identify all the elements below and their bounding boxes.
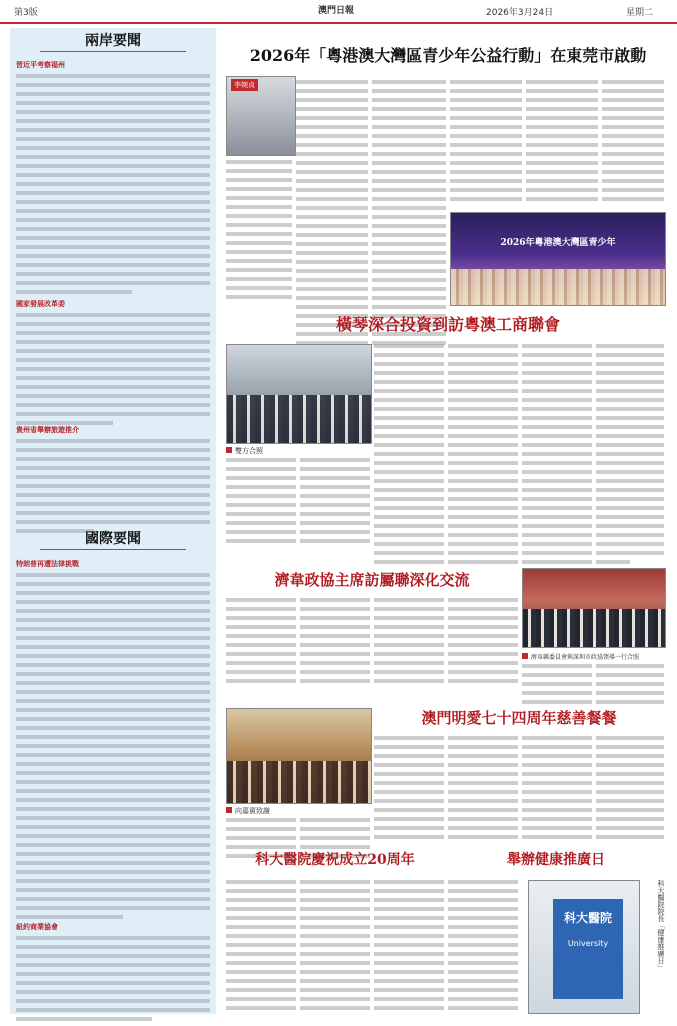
sign-text-cn: 科大醫院: [563, 911, 612, 925]
article-text: [526, 80, 598, 206]
photo-caption: 科大醫院院長「健康推廣日」: [657, 880, 665, 971]
people-row: [227, 395, 371, 443]
group-photo: [226, 344, 372, 444]
photo-caption: 向嘉賓致謝: [226, 806, 270, 816]
article-text: [16, 936, 210, 1026]
article-text: [300, 458, 370, 548]
publication-logo: 澳門日報: [318, 6, 355, 16]
sidebar-headline[interactable]: 特朗普再遭法律挑戰: [16, 560, 79, 568]
group-photo: [522, 568, 666, 648]
article-text: [596, 736, 664, 844]
sidebar-news: [10, 28, 216, 1014]
lead-headline[interactable]: 2026年「粵港澳大灣區青少年公益行動」在東莞市啟動: [249, 46, 647, 65]
article-text: [596, 344, 664, 569]
page-header: [0, 0, 677, 24]
issue-date: 2026年3月24日: [486, 8, 554, 18]
article-text: [300, 880, 370, 1015]
photo-caption: 濟韋縣委員會與深圳市政協領導一行合照: [522, 652, 664, 661]
event-stage-photo: [450, 212, 666, 306]
article-text: [16, 74, 210, 299]
article-text: [296, 80, 368, 350]
story-headline[interactable]: 濟韋政協主席訪屬聯深化交流: [274, 571, 470, 589]
article-text: [448, 880, 518, 1015]
stage-banner-text: 2026年粵港澳大灣區青少年: [500, 238, 616, 248]
article-text: [372, 80, 446, 350]
article-text: [226, 598, 296, 688]
weekday: 星期二: [626, 8, 654, 18]
article-text: [522, 344, 592, 569]
article-text: [16, 439, 210, 538]
photo-caption: 李婉貞: [231, 79, 258, 91]
article-text: [16, 573, 210, 924]
article-text: [522, 664, 592, 709]
article-text: [16, 313, 210, 430]
event-photo: [226, 708, 372, 804]
article-text: [448, 598, 518, 688]
article-text: [374, 880, 444, 1015]
page-number: 第3版: [14, 8, 38, 18]
article-text: [226, 160, 292, 304]
article-text: [374, 736, 444, 844]
sidebar-headline[interactable]: 習近平考察福州: [16, 61, 65, 69]
article-text: [226, 880, 296, 1015]
story-headline[interactable]: 科大醫院慶祝成立20周年: [255, 852, 415, 868]
article-text: [522, 736, 592, 844]
hospital-sign-photo: [528, 880, 640, 1014]
sidebar-headline[interactable]: 紐約商業協會: [16, 923, 58, 931]
hospital-sign: [553, 899, 623, 999]
article-text: [450, 80, 522, 206]
article-text: [448, 736, 518, 844]
article-text: [374, 344, 444, 569]
sign-text-en: University: [567, 939, 609, 948]
article-text: [374, 598, 444, 688]
section-title-cross-strait: 兩岸要聞: [10, 30, 216, 52]
article-text: [226, 458, 296, 548]
people-row: [227, 761, 371, 803]
group-of-people: [451, 269, 665, 305]
photo-caption: 雙方合照: [226, 446, 263, 456]
article-text: [602, 80, 664, 206]
story-headline[interactable]: 橫琴深合投資到訪粵澳工商聯會: [335, 315, 560, 334]
section-title-international: 國際要聞: [10, 528, 216, 550]
article-text: [448, 344, 518, 569]
portrait-photo: [226, 76, 296, 156]
article-text: [300, 598, 370, 688]
sidebar-headline[interactable]: 國家發展改革委: [16, 300, 65, 308]
people-row: [523, 609, 665, 647]
story-headline[interactable]: 澳門明愛七十四周年慈善餐餐: [421, 709, 617, 727]
sidebar-headline[interactable]: 貴州省舉辦旅遊推介: [16, 426, 79, 434]
story-headline[interactable]: 舉辦健康推廣日: [507, 852, 605, 868]
article-text: [596, 664, 664, 709]
